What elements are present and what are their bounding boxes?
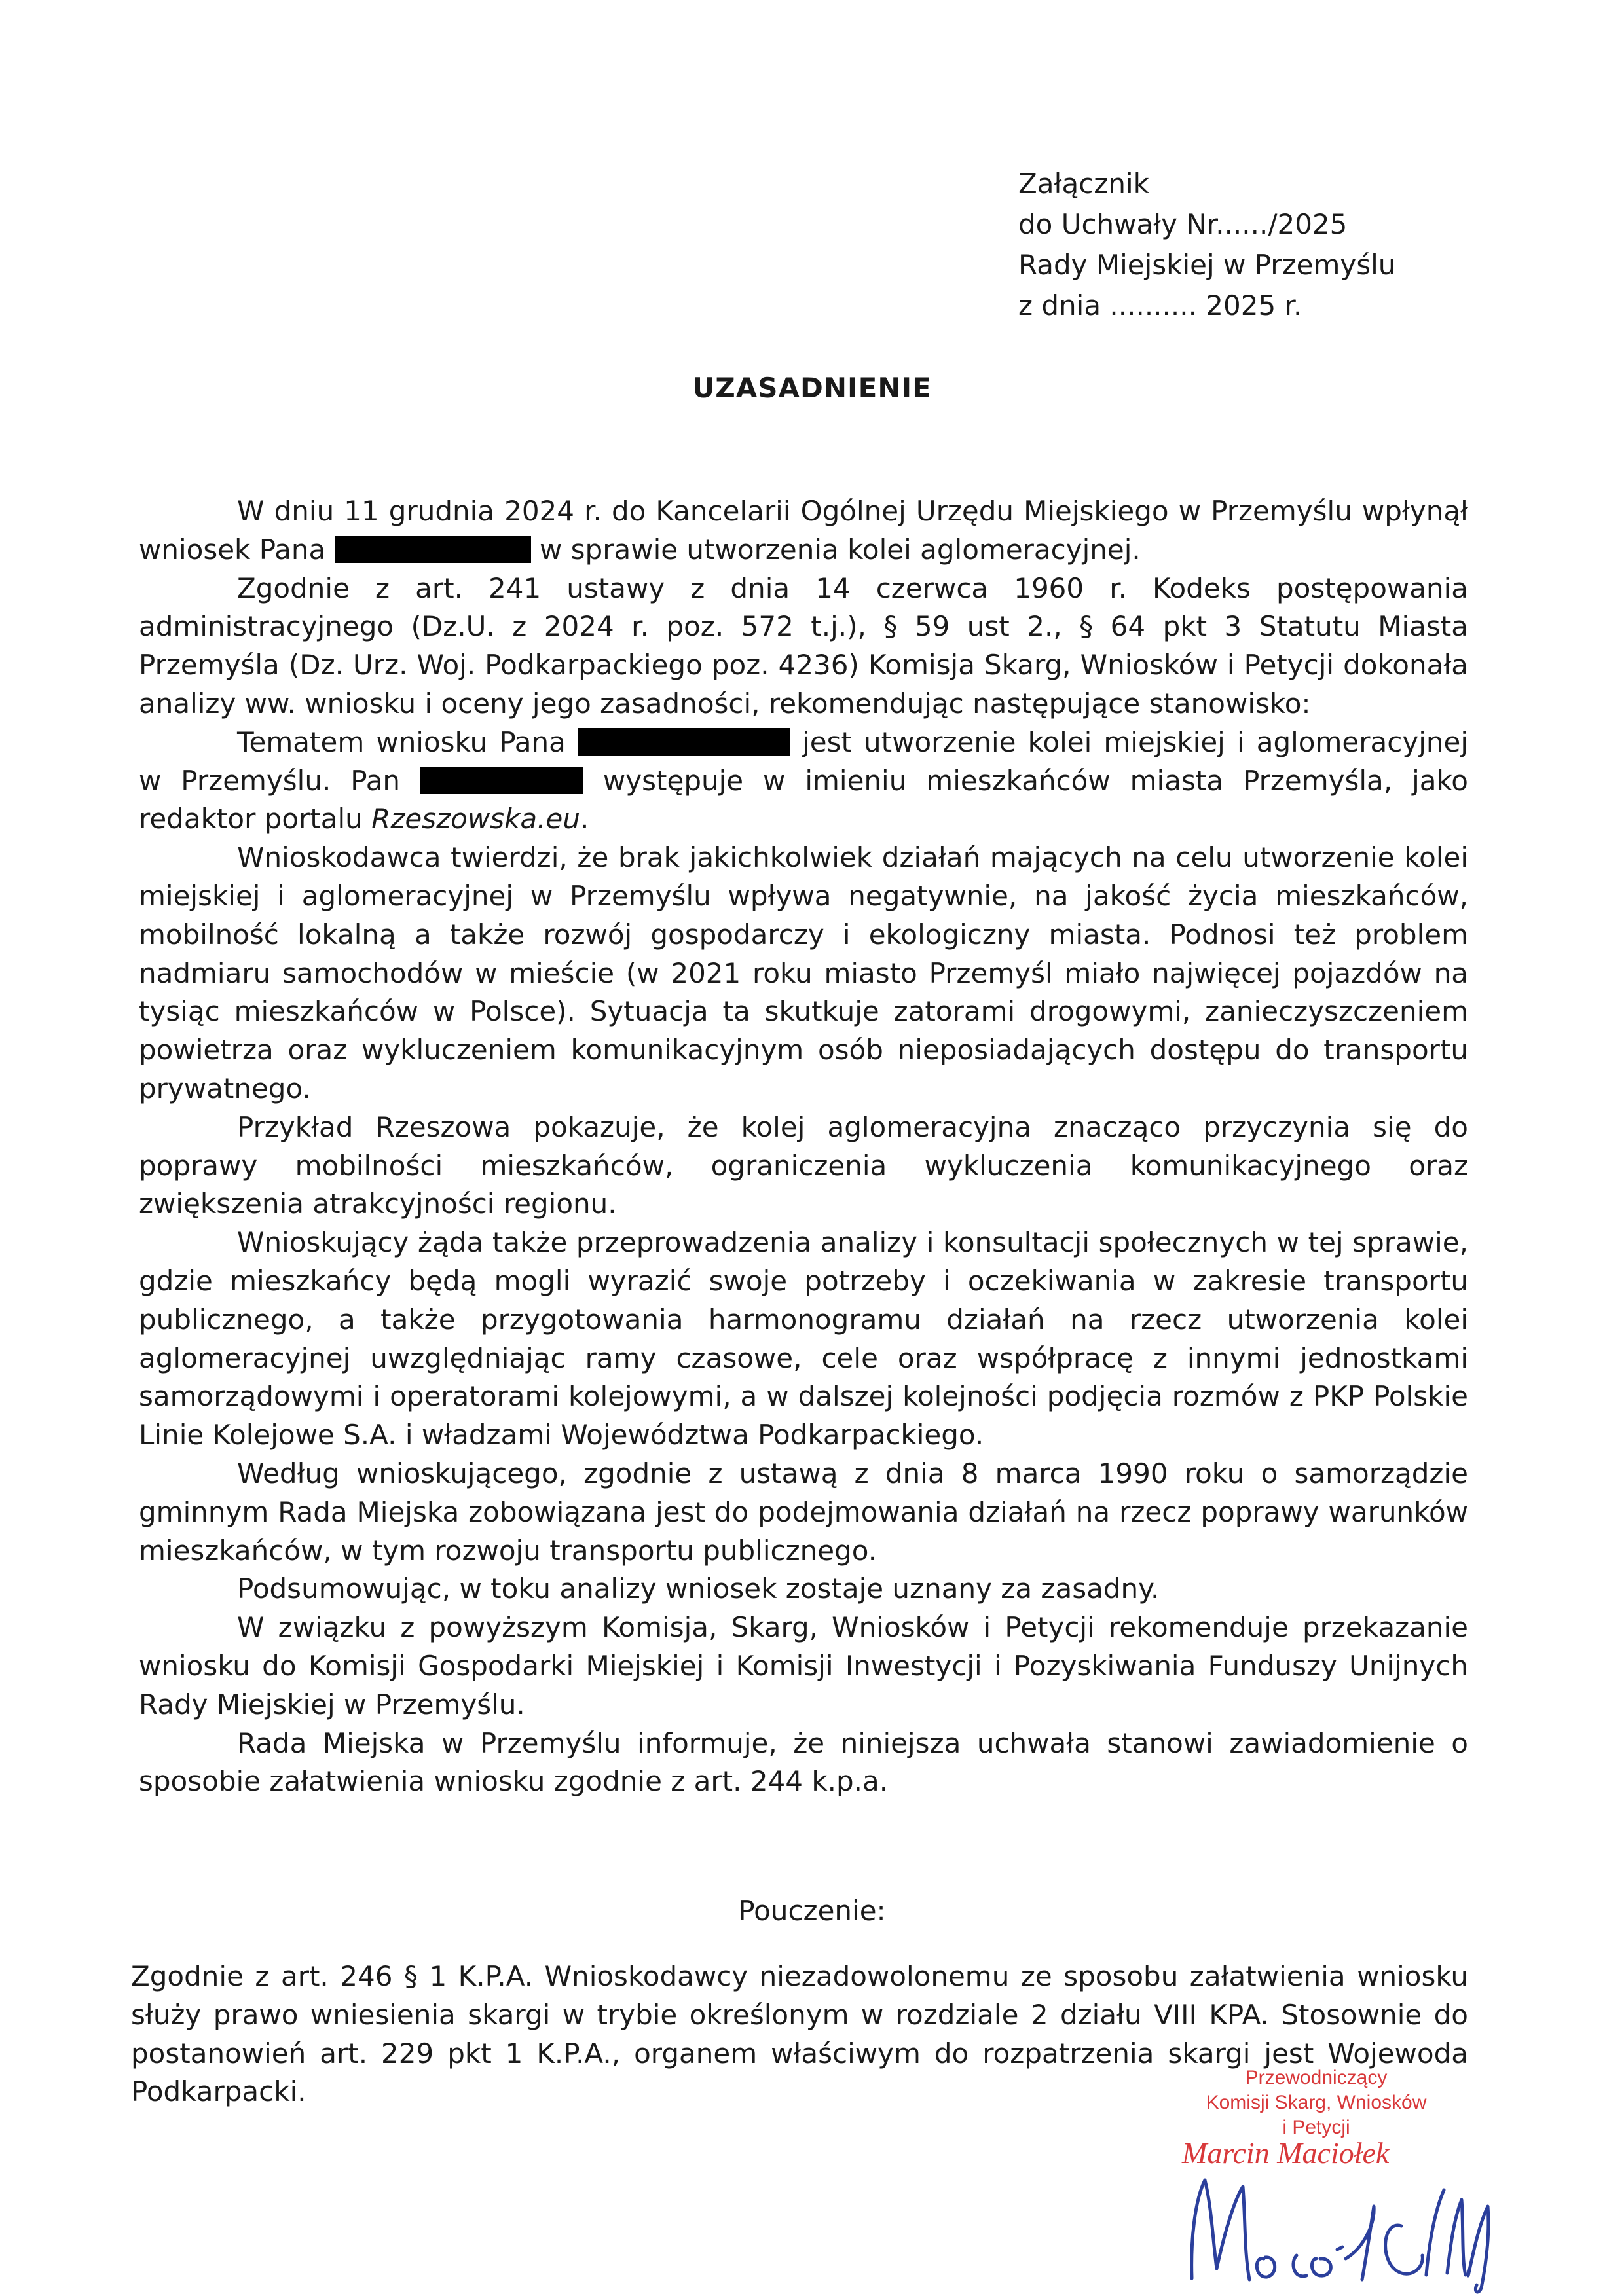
redaction-bar	[578, 728, 790, 756]
paragraph-5: Przykład Rzeszowa pokazuje, że kolej aglomeracyjna znacząco przyczynia się do poprawy mobilności mieszkańców, ograniczenia wykluczenia komunikacyjnego oraz zwiększenia atrakcyjności regionu.	[139, 1110, 1468, 1220]
header-line-council: Rady Miejskiej w Przemyślu	[1018, 249, 1396, 281]
paragraph-9: W związku z powyższym Komisja, Skarg, Wniosków i Petycji rekomenduje przekazanie wniosku do Komisji Gospodarki Miejskiej i Komisji Inwestycji i Pozyskiwania Funduszy Unijnych Rady Miejskiej w Przemyślu.	[139, 1611, 1468, 1721]
stamp-name: Marcin Maciołek	[1182, 2136, 1390, 2170]
paragraph-3	[139, 723, 1468, 839]
paragraph-1-text-a: W dniu 11 grudnia 2024 r. do Kancelarii Ogólnej Urzędu Miejskiego w Przemyślu wpłynął wniosek Pana	[139, 495, 1468, 566]
paragraph-3-text-e: .	[580, 803, 589, 835]
instruction-heading: Pouczenie:	[738, 1895, 886, 1927]
header-line-date: z dnia .......... 2025 r.	[1018, 289, 1302, 321]
handwritten-signature	[1166, 2128, 1506, 2296]
paragraph-2: Zgodnie z art. 241 ustawy z dnia 14 czerwca 1960 r. Kodeks postępowania administracyjnego (Dz.U. z 2024 r. poz. 572 t.j.), § 59 ust 2., § 64 pkt 3 Statutu Miasta Przemyśla (Dz. Urz. Woj. Podkarpackiego poz. 4236) Komisja Skarg, Wniosków i Petycji dokonała analizy ww. wniosku i oceny jego zasadności, rekomendując następujące stanowisko:	[139, 572, 1468, 720]
header-line-resolution: do Uchwały Nr....../2025	[1018, 208, 1348, 240]
stamp-line-title: Przewodniczący	[1245, 2067, 1388, 2088]
paragraph-7: Według wnioskującego, zgodnie z ustawą z dnia 8 marca 1990 roku o samorządzie gminnym Rada Miejska zobowiązana jest do podejmowania działań na rzecz poprawy warunków mieszkańców, w tym rozwoju transportu publicznego.	[139, 1457, 1468, 1567]
paragraph-10: Rada Miejska w Przemyślu informuje, że niniejsza uchwała stanowi zawiadomienie o sposobie załatwienia wniosku zgodnie z art. 244 k.p.a.	[139, 1726, 1468, 1798]
paragraph-3-text-a: Tematem wniosku Pana	[237, 725, 578, 758]
portal-name: Rzeszowska.eu	[371, 803, 580, 835]
stamp-line-petitions: i Petycji	[1282, 2117, 1350, 2138]
paragraph-1	[139, 492, 1468, 570]
paragraph-3-text-c: występuje w imieniu mieszkańców miasta Przemyśla, jako redaktor portalu	[139, 764, 1468, 835]
paragraph-1-text-b: w sprawie utworzenia kolei aglomeracyjnej.	[530, 533, 1141, 566]
redaction-bar	[335, 536, 531, 563]
justification-body	[139, 492, 1468, 1801]
redaction-bar	[420, 767, 583, 794]
paragraph-8: Podsumowując, w toku analizy wniosek zostaje uznany za zasadny.	[237, 1573, 1160, 1605]
document-title: UZASADNIENIE	[692, 372, 932, 404]
instruction-text: Zgodnie z art. 246 § 1 K.P.A. Wnioskodawcy niezadowolonemu ze sposobu załatwienia wniosku służy prawo wniesienia skargi w trybie określonym w rozdziale 2 działu VIII KPA. Stosownie do postanowień art. 229 pkt 1 K.P.A., organem właściwym do rozpatrzenia skargi jest Wojewoda Podkarpacki.	[131, 1960, 1468, 2108]
attachment-header	[1018, 164, 1516, 326]
paragraph-4: Wnioskodawca twierdzi, że brak jakichkolwiek działań mających na celu utworzenie kolei miejskiej i aglomeracyjnej w Przemyślu wpływa negatywnie, na jakość życia mieszkańców, mobilność lokalną a także rozwój gospodarczy i ekologiczny miasta. Podnosi też problem nadmiaru samochodów w mieście (w 2021 roku miasto Przemyśl miało najwięcej pojazdów na tysiąc mieszkańców w Polsce). Sytuacja ta skutkuje zatorami drogowymi, zanieczyszczeniem powietrza oraz wykluczeniem komunikacyjnym osób nieposiadających dostępu do transportu prywatnego.	[139, 841, 1468, 1104]
paragraph-3-text-b: jest utworzenie kolei miejskiej i aglomeracyjnej w Przemyślu. Pan	[139, 725, 1469, 797]
stamp-line-committee: Komisji Skarg, Wniosków	[1206, 2092, 1427, 2113]
header-line-attachment: Załącznik	[1018, 168, 1149, 200]
paragraph-6: Wnioskujący żąda także przeprowadzenia analizy i konsultacji społecznych w tej sprawie, gdzie mieszkańcy będą mogli wyrazić swoje potrzeby i oczekiwania w zakresie transportu publicznego, a także przygotowania harmonogramu działań na rzecz utworzenia kolei aglomeracyjnej uwzględniając ramy czasowe, cele oraz współpracę z innymi jednostkami samorządowymi i operatorami kolejowymi, a w dalszej kolejności podjęcia rozmów z PKP Polskie Linie Kolejowe S.A. i władzami Województwa Podkarpackiego.	[139, 1226, 1468, 1451]
